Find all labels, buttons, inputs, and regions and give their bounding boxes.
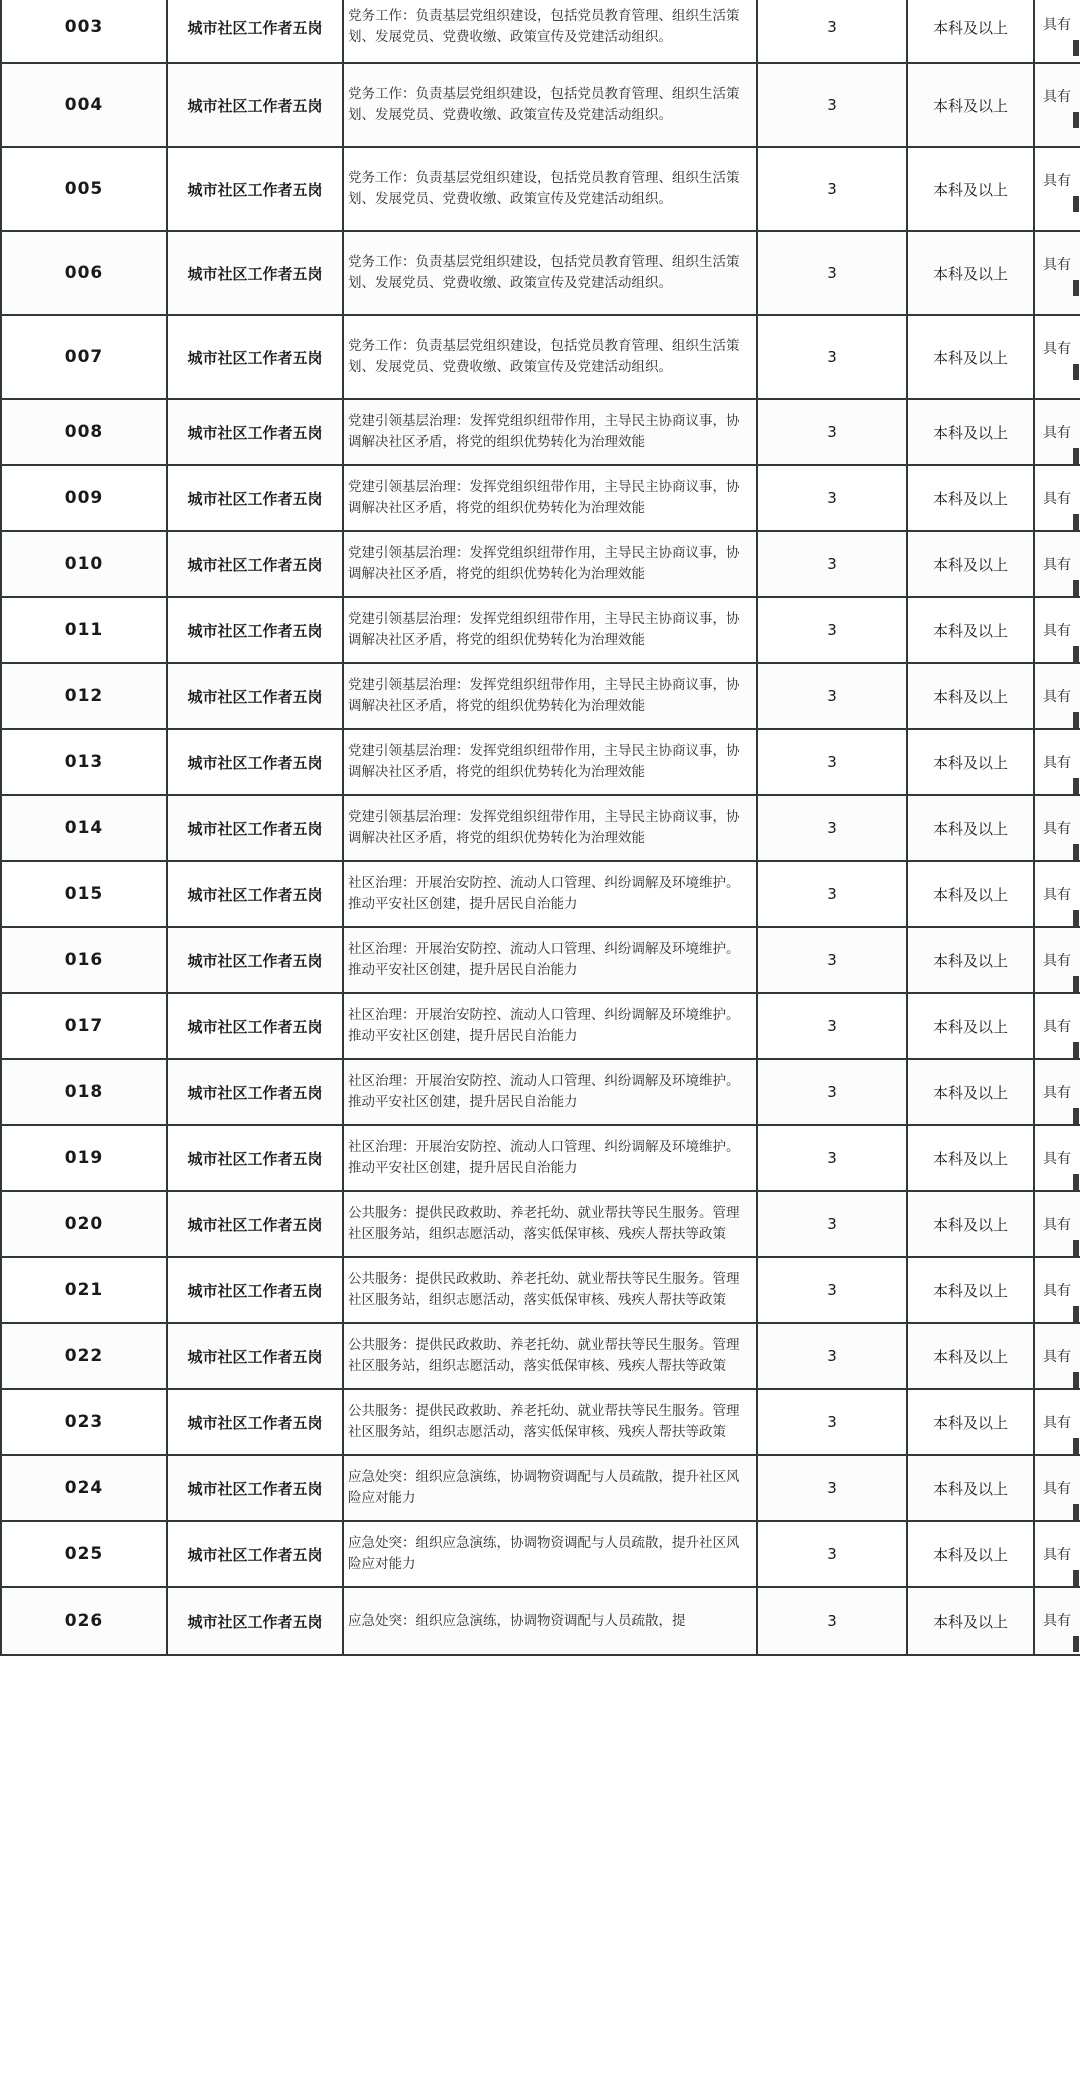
duty-description-cell: 党建引领基层治理：发挥党组织纽带作用，主导民主协商议事，协调解决社区矛盾，将党的组织优势转化为治理效能 (343, 465, 757, 531)
table-row (1, 993, 1080, 1059)
requirement-text: 具有 (1043, 755, 1071, 771)
table-row (1, 1323, 1080, 1389)
requirement-truncated-mark (1073, 1174, 1079, 1190)
requirement-truncated-mark (1073, 1504, 1079, 1520)
position-code-cell: 010 (1, 531, 167, 597)
requirement-cell (1034, 795, 1080, 861)
table-row (1, 63, 1080, 147)
requirement-truncated-mark (1073, 646, 1079, 662)
table-row (1, 531, 1080, 597)
requirement-text: 具有 (1043, 1613, 1071, 1629)
education-cell: 本科及以上 (907, 1455, 1034, 1521)
requirement-truncated-mark (1073, 1240, 1079, 1256)
headcount-cell: 3 (757, 993, 907, 1059)
headcount-cell: 3 (757, 861, 907, 927)
duty-description-cell: 社区治理：开展治安防控、流动人口管理、纠纷调解及环境维护。推动平安社区创建，提升居民自治能力 (343, 861, 757, 927)
duty-description-cell: 应急处突：组织应急演练，协调物资调配与人员疏散，提升社区风险应对能力 (343, 1521, 757, 1587)
requirement-text: 具有 (1043, 1547, 1071, 1563)
requirement-text: 具有 (1043, 341, 1071, 357)
headcount-cell: 3 (757, 315, 907, 399)
duty-description-cell: 党建引领基层治理：发挥党组织纽带作用，主导民主协商议事，协调解决社区矛盾，将党的组织优势转化为治理效能 (343, 399, 757, 465)
post-name-cell: 城市社区工作者五岗 (167, 1257, 343, 1323)
position-code-cell: 015 (1, 861, 167, 927)
table-row (1, 1389, 1080, 1455)
post-name-cell: 城市社区工作者五岗 (167, 795, 343, 861)
table-row (1, 147, 1080, 231)
requirement-truncated-mark (1073, 1306, 1079, 1322)
duty-description-cell: 社区治理：开展治安防控、流动人口管理、纠纷调解及环境维护。推动平安社区创建，提升居民自治能力 (343, 993, 757, 1059)
post-name-cell: 城市社区工作者五岗 (167, 1191, 343, 1257)
requirement-cell (1034, 993, 1080, 1059)
position-code-cell: 011 (1, 597, 167, 663)
duty-description-cell: 党建引领基层治理：发挥党组织纽带作用，主导民主协商议事，协调解决社区矛盾，将党的组织优势转化为治理效能 (343, 663, 757, 729)
position-code-cell: 025 (1, 1521, 167, 1587)
requirement-cell (1034, 1059, 1080, 1125)
headcount-cell: 3 (757, 147, 907, 231)
headcount-cell: 3 (757, 729, 907, 795)
position-code-cell: 019 (1, 1125, 167, 1191)
requirement-cell (1034, 1455, 1080, 1521)
duty-description-cell: 公共服务：提供民政救助、养老托幼、就业帮扶等民生服务。管理社区服务站，组织志愿活动，落实低保审核、残疾人帮扶等政策 (343, 1323, 757, 1389)
table-row (1, 861, 1080, 927)
post-name-cell: 城市社区工作者五岗 (167, 729, 343, 795)
duty-description-cell: 公共服务：提供民政救助、养老托幼、就业帮扶等民生服务。管理社区服务站，组织志愿活动，落实低保审核、残疾人帮扶等政策 (343, 1389, 757, 1455)
table-row (1, 1521, 1080, 1587)
requirement-truncated-mark (1073, 712, 1079, 728)
requirement-truncated-mark (1073, 280, 1079, 296)
position-code-cell: 005 (1, 147, 167, 231)
headcount-cell: 3 (757, 1191, 907, 1257)
education-cell: 本科及以上 (907, 231, 1034, 315)
requirement-truncated-mark (1073, 1042, 1079, 1058)
requirement-cell (1034, 1587, 1080, 1655)
requirement-text: 具有 (1043, 17, 1071, 33)
requirement-text: 具有 (1043, 1151, 1071, 1167)
duty-description-cell: 党建引领基层治理：发挥党组织纽带作用，主导民主协商议事，协调解决社区矛盾，将党的组织优势转化为治理效能 (343, 795, 757, 861)
requirement-truncated-mark (1073, 514, 1079, 530)
requirement-text: 具有 (1043, 1085, 1071, 1101)
headcount-cell: 3 (757, 1125, 907, 1191)
requirement-cell (1034, 465, 1080, 531)
post-name-cell: 城市社区工作者五岗 (167, 1323, 343, 1389)
duty-description-cell: 党务工作：负责基层党组织建设，包括党员教育管理、组织生活策划、发展党员、党费收缴、政策宣传及党建活动组织。 (343, 63, 757, 147)
duty-description-cell: 党务工作：负责基层党组织建设，包括党员教育管理、组织生活策划、发展党员、党费收缴、政策宣传及党建活动组织。 (343, 231, 757, 315)
post-name-cell: 城市社区工作者五岗 (167, 531, 343, 597)
position-code-cell: 026 (1, 1587, 167, 1655)
education-cell: 本科及以上 (907, 993, 1034, 1059)
duty-description-cell: 应急处突：组织应急演练，协调物资调配与人员疏散，提升社区风险应对能力 (343, 1455, 757, 1521)
education-cell: 本科及以上 (907, 63, 1034, 147)
requirement-cell (1034, 147, 1080, 231)
position-code-cell: 013 (1, 729, 167, 795)
requirement-truncated-mark (1073, 910, 1079, 926)
table-row (1, 315, 1080, 399)
education-cell: 本科及以上 (907, 1125, 1034, 1191)
education-cell: 本科及以上 (907, 1521, 1034, 1587)
table-row (1, 465, 1080, 531)
position-code-cell: 016 (1, 927, 167, 993)
post-name-cell: 城市社区工作者五岗 (167, 315, 343, 399)
headcount-cell: 3 (757, 399, 907, 465)
requirement-cell (1034, 1323, 1080, 1389)
requirement-text: 具有 (1043, 491, 1071, 507)
requirement-text: 具有 (1043, 887, 1071, 903)
post-name-cell: 城市社区工作者五岗 (167, 1389, 343, 1455)
requirement-cell (1034, 1521, 1080, 1587)
duty-description-cell: 社区治理：开展治安防控、流动人口管理、纠纷调解及环境维护。推动平安社区创建，提升居民自治能力 (343, 1125, 757, 1191)
table-row (1, 1455, 1080, 1521)
education-cell: 本科及以上 (907, 597, 1034, 663)
position-code-cell: 022 (1, 1323, 167, 1389)
requirement-truncated-mark (1073, 1108, 1079, 1124)
requirement-text: 具有 (1043, 1217, 1071, 1233)
requirement-cell (1034, 729, 1080, 795)
table-row (1, 0, 1080, 63)
requirement-text: 具有 (1043, 1415, 1071, 1431)
table-row (1, 597, 1080, 663)
duty-description-cell: 公共服务：提供民政救助、养老托幼、就业帮扶等民生服务。管理社区服务站，组织志愿活动，落实低保审核、残疾人帮扶等政策 (343, 1191, 757, 1257)
headcount-cell: 3 (757, 1059, 907, 1125)
requirement-truncated-mark (1073, 1570, 1079, 1586)
education-cell: 本科及以上 (907, 795, 1034, 861)
table-row (1, 1125, 1080, 1191)
headcount-cell: 3 (757, 1323, 907, 1389)
requirement-truncated-mark (1073, 1636, 1079, 1652)
table-row (1, 399, 1080, 465)
table-row (1, 729, 1080, 795)
post-name-cell: 城市社区工作者五岗 (167, 465, 343, 531)
duty-description-cell: 党务工作：负责基层党组织建设，包括党员教育管理、组织生活策划、发展党员、党费收缴、政策宣传及党建活动组织。 (343, 0, 757, 63)
headcount-cell: 3 (757, 1521, 907, 1587)
requirement-text: 具有 (1043, 173, 1071, 189)
requirement-text: 具有 (1043, 821, 1071, 837)
requirement-truncated-mark (1073, 580, 1079, 596)
headcount-cell: 3 (757, 465, 907, 531)
education-cell: 本科及以上 (907, 1389, 1034, 1455)
position-code-cell: 023 (1, 1389, 167, 1455)
requirement-text: 具有 (1043, 1481, 1071, 1497)
requirement-truncated-mark (1073, 40, 1079, 56)
table-row (1, 795, 1080, 861)
requirement-truncated-mark (1073, 364, 1079, 380)
requirement-cell (1034, 861, 1080, 927)
education-cell: 本科及以上 (907, 147, 1034, 231)
requirement-truncated-mark (1073, 778, 1079, 794)
requirement-text: 具有 (1043, 1283, 1071, 1299)
requirement-cell (1034, 231, 1080, 315)
headcount-cell: 3 (757, 1455, 907, 1521)
requirement-cell (1034, 315, 1080, 399)
position-code-cell: 006 (1, 231, 167, 315)
post-name-cell: 城市社区工作者五岗 (167, 1587, 343, 1655)
education-cell: 本科及以上 (907, 729, 1034, 795)
duty-description-cell: 党务工作：负责基层党组织建设，包括党员教育管理、组织生活策划、发展党员、党费收缴、政策宣传及党建活动组织。 (343, 147, 757, 231)
position-code-cell: 020 (1, 1191, 167, 1257)
post-name-cell: 城市社区工作者五岗 (167, 663, 343, 729)
post-name-cell: 城市社区工作者五岗 (167, 0, 343, 63)
duty-description-cell: 社区治理：开展治安防控、流动人口管理、纠纷调解及环境维护。推动平安社区创建，提升居民自治能力 (343, 1059, 757, 1125)
requirement-cell (1034, 531, 1080, 597)
duty-description-cell: 党务工作：负责基层党组织建设，包括党员教育管理、组织生活策划、发展党员、党费收缴、政策宣传及党建活动组织。 (343, 315, 757, 399)
headcount-cell: 3 (757, 531, 907, 597)
education-cell: 本科及以上 (907, 531, 1034, 597)
table-row (1, 1059, 1080, 1125)
table-row (1, 1191, 1080, 1257)
requirement-text: 具有 (1043, 689, 1071, 705)
requirement-cell (1034, 663, 1080, 729)
education-cell: 本科及以上 (907, 465, 1034, 531)
requirement-truncated-mark (1073, 844, 1079, 860)
post-name-cell: 城市社区工作者五岗 (167, 147, 343, 231)
headcount-cell: 3 (757, 795, 907, 861)
position-code-cell: 024 (1, 1455, 167, 1521)
headcount-cell: 3 (757, 231, 907, 315)
requirement-truncated-mark (1073, 976, 1079, 992)
post-name-cell: 城市社区工作者五岗 (167, 1455, 343, 1521)
position-code-cell: 014 (1, 795, 167, 861)
education-cell: 本科及以上 (907, 861, 1034, 927)
post-name-cell: 城市社区工作者五岗 (167, 597, 343, 663)
education-cell: 本科及以上 (907, 315, 1034, 399)
education-cell: 本科及以上 (907, 1191, 1034, 1257)
post-name-cell: 城市社区工作者五岗 (167, 861, 343, 927)
post-name-cell: 城市社区工作者五岗 (167, 63, 343, 147)
position-code-cell: 018 (1, 1059, 167, 1125)
education-cell: 本科及以上 (907, 0, 1034, 63)
requirement-text: 具有 (1043, 953, 1071, 969)
education-cell: 本科及以上 (907, 1257, 1034, 1323)
duty-description-cell: 党建引领基层治理：发挥党组织纽带作用，主导民主协商议事，协调解决社区矛盾，将党的组织优势转化为治理效能 (343, 597, 757, 663)
requirement-cell (1034, 399, 1080, 465)
requirement-truncated-mark (1073, 196, 1079, 212)
post-name-cell: 城市社区工作者五岗 (167, 1521, 343, 1587)
post-name-cell: 城市社区工作者五岗 (167, 1059, 343, 1125)
position-code-cell: 004 (1, 63, 167, 147)
headcount-cell: 3 (757, 663, 907, 729)
requirement-text: 具有 (1043, 623, 1071, 639)
requirement-text: 具有 (1043, 89, 1071, 105)
requirement-truncated-mark (1073, 1372, 1079, 1388)
position-code-cell: 021 (1, 1257, 167, 1323)
education-cell: 本科及以上 (907, 399, 1034, 465)
requirement-text: 具有 (1043, 1349, 1071, 1365)
post-name-cell: 城市社区工作者五岗 (167, 927, 343, 993)
headcount-cell: 3 (757, 63, 907, 147)
position-code-cell: 003 (1, 0, 167, 63)
requirement-text: 具有 (1043, 1019, 1071, 1035)
requirement-cell (1034, 1257, 1080, 1323)
table-row (1, 1257, 1080, 1323)
table-row (1, 663, 1080, 729)
duty-description-cell: 应急处突：组织应急演练，协调物资调配与人员疏散，提 (343, 1587, 757, 1655)
post-name-cell: 城市社区工作者五岗 (167, 399, 343, 465)
position-code-cell: 017 (1, 993, 167, 1059)
requirement-cell (1034, 1125, 1080, 1191)
headcount-cell: 3 (757, 0, 907, 63)
headcount-cell: 3 (757, 1389, 907, 1455)
education-cell: 本科及以上 (907, 1323, 1034, 1389)
headcount-cell: 3 (757, 597, 907, 663)
requirement-text: 具有 (1043, 257, 1071, 273)
requirement-truncated-mark (1073, 448, 1079, 464)
education-cell: 本科及以上 (907, 1587, 1034, 1655)
requirement-cell (1034, 597, 1080, 663)
education-cell: 本科及以上 (907, 1059, 1034, 1125)
requirement-cell (1034, 63, 1080, 147)
position-code-cell: 012 (1, 663, 167, 729)
duty-description-cell: 党建引领基层治理：发挥党组织纽带作用，主导民主协商议事，协调解决社区矛盾，将党的组织优势转化为治理效能 (343, 531, 757, 597)
headcount-cell: 3 (757, 1587, 907, 1655)
post-name-cell: 城市社区工作者五岗 (167, 231, 343, 315)
requirement-cell (1034, 0, 1080, 63)
headcount-cell: 3 (757, 1257, 907, 1323)
duty-description-cell: 党建引领基层治理：发挥党组织纽带作用，主导民主协商议事，协调解决社区矛盾，将党的组织优势转化为治理效能 (343, 729, 757, 795)
position-code-cell: 008 (1, 399, 167, 465)
duty-description-cell: 社区治理：开展治安防控、流动人口管理、纠纷调解及环境维护。推动平安社区创建，提升居民自治能力 (343, 927, 757, 993)
table-row (1, 927, 1080, 993)
duty-description-cell: 公共服务：提供民政救助、养老托幼、就业帮扶等民生服务。管理社区服务站，组织志愿活动，落实低保审核、残疾人帮扶等政策 (343, 1257, 757, 1323)
requirement-text: 具有 (1043, 425, 1071, 441)
table-row (1, 231, 1080, 315)
education-cell: 本科及以上 (907, 927, 1034, 993)
requirement-truncated-mark (1073, 112, 1079, 128)
post-name-cell: 城市社区工作者五岗 (167, 993, 343, 1059)
requirement-cell (1034, 927, 1080, 993)
education-cell: 本科及以上 (907, 663, 1034, 729)
table-row (1, 1587, 1080, 1655)
requirement-text: 具有 (1043, 557, 1071, 573)
position-code-cell: 009 (1, 465, 167, 531)
headcount-cell: 3 (757, 927, 907, 993)
position-code-cell: 007 (1, 315, 167, 399)
requirement-truncated-mark (1073, 1438, 1079, 1454)
requirement-cell (1034, 1389, 1080, 1455)
table-body (1, 0, 1080, 1655)
post-name-cell: 城市社区工作者五岗 (167, 1125, 343, 1191)
requirement-cell (1034, 1191, 1080, 1257)
